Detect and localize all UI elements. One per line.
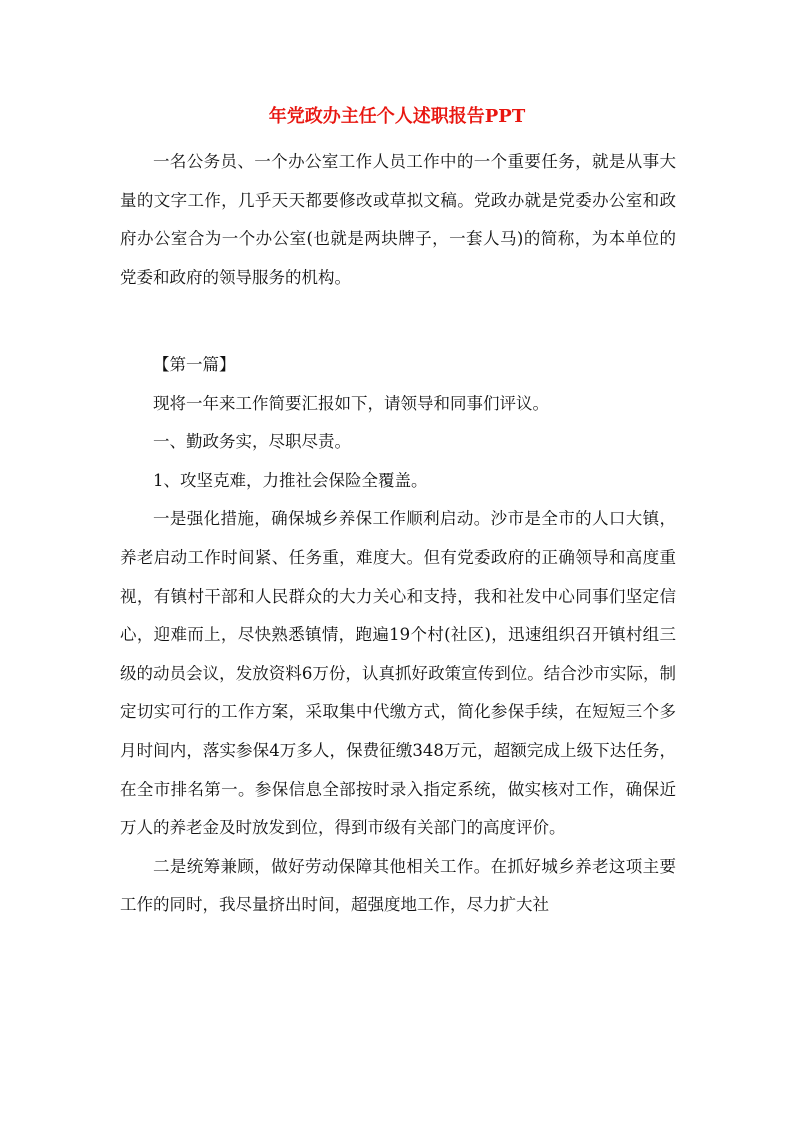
document-title: 年党政办主任个人述职报告PPT bbox=[268, 106, 526, 127]
body-paragraph: 1、攻坚克难，力推社会保险全覆盖。 bbox=[153, 470, 428, 490]
body-paragraph: 现将一年来工作简要汇报如下，请领导和同事们评议。 bbox=[153, 393, 549, 413]
intro-paragraph: 一名公务员、一个办公室工作人员工作中的一个重要任务，就是从事大量的文字工作，几乎天天都要修改或草拟文稿。党政办就是党委办公室和政府办公室合为一个办公室(也就是两块牌子，一套人马)的简称，为本单位的党委和政府的领导服务的机构。 bbox=[120, 152, 676, 287]
body-paragraph: 一是强化措施，确保城乡养保工作顺利启动。沙市是全市的人口大镇，养老启动工作时间紧、任务重，难度大。但有党委政府的正确领导和高度重视，有镇村干部和人民群众的大力关心和支持，我和社发中心同事们坚定信心，迎难而上，尽快熟悉镇情，跑遍19个村(社区)，迅速组织召开镇村组三级的动员会议，发放资料6万份，认真抓好政策宣传到位。结合沙市实际，制定切实可行的工作方案，采取集中代缴方式，简化参保手续，在短短三个多月时间内，落实参保4万多人，保费征缴348万元，超额完成上级下达任务，在全市排名第一。参保信息全部按时录入指定系统，做实核对工作，确保近万人的养老金及时放发到位，得到市级有关部门的高度评价。 bbox=[120, 509, 676, 838]
body-paragraph: 二是统筹兼顾，做好劳动保障其他相关工作。在抓好城乡养老这项主要工作的同时，我尽量挤出时间，超强度地工作，尽力扩大社 bbox=[120, 856, 676, 915]
section-heading: 【第一篇】 bbox=[153, 355, 236, 374]
section-block bbox=[120, 346, 676, 925]
intro-block bbox=[120, 143, 676, 297]
body-paragraph: 一、勤政务实，尽职尽责。 bbox=[153, 432, 351, 452]
